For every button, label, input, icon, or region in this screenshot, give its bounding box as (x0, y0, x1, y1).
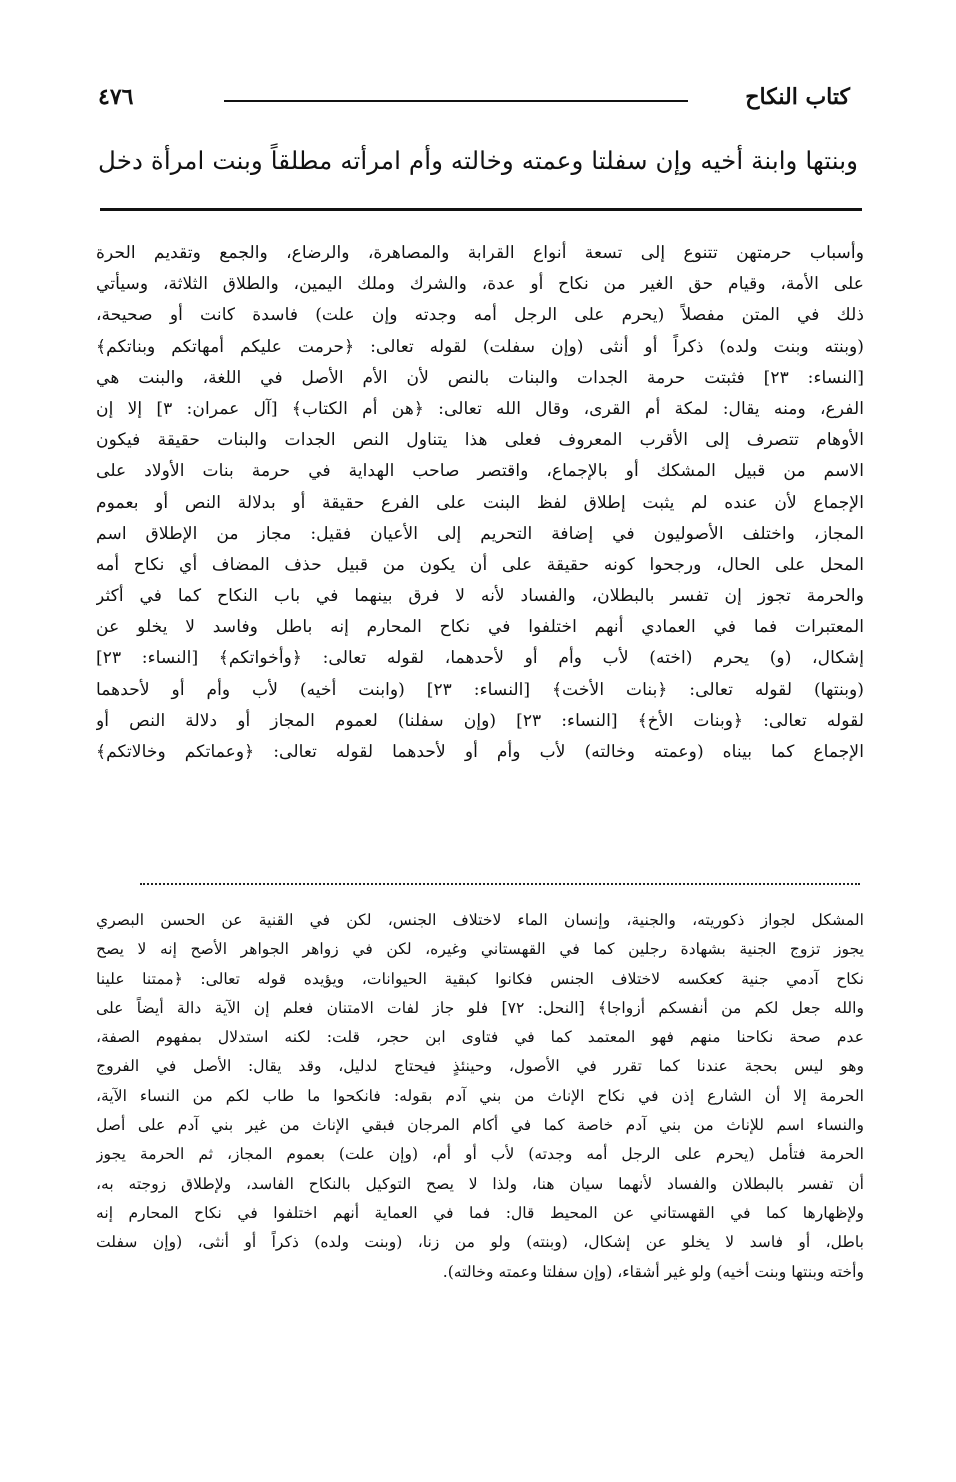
footnote-line: المشكل لجواز ذكوريته، والجنية، وإنسان الماء لاختلاف الجنس، لكن في القنية عن الحسن البصري (96, 911, 864, 929)
page-header (98, 78, 850, 118)
commentary-line: ذلك في المتن مفصلاً (يحرم على الرجل أمه وجدته وإن علت) فاسدة كانت أو صحيحة، (96, 305, 864, 326)
footnote-block (96, 906, 864, 1287)
footnote-line: وأخته وبنتها وبنت أخيه) ولو غير أشقاء، (وإن سفلتا وعمته وخالته). (442, 1262, 864, 1281)
commentary-line: على الأمة، وقيام حق الغير من نكاح أو عدة، والشرك وملك اليمين، والطلاق الثلاثة، وسيأتي (96, 274, 864, 295)
footnote-line: أن تفسر بالبطلان والفساد لأنهما سيان هنا، ولذا لا يصح التوكيل بالنكاح الفاسد، ولإطلاق زوجته به، (96, 1174, 864, 1193)
commentary-line: (وبنتها) لقوله تعالى: ﴿بنات الأخت﴾ [النساء: ٢٣] (وابنت أخيه) لأب وأم أو لأحدهما (96, 679, 864, 700)
commentary-line: الإجماع كما بيناه (وعمته وخالته) لأب وأم أو لأحدهما لقوله تعالى: ﴿وعماتكم وخالاتكم﴾ (96, 742, 864, 762)
commentary-line: والحرمة تجوز إن تفسر بالبطلان، والفساد لأنه لا فرق بينهما في باب النكاح كما في أكثر (96, 586, 864, 607)
footnote-line: ولإظهارها كما في القهستاني عن المحيط قال: فما في العماية أنهم اختلفوا في نكاح المحارم إنه (96, 1203, 864, 1222)
footnote-line: يجوز تزوج الجنية بشهادة رجلين كما في القهستاني وغيره، لكن في زواهر الجواهر الأصح إنه لا يصح (96, 940, 864, 959)
commentary-line: المعتبرات فما في العمادي أنهم اختلفوا في نكاح المحارم إنه باطل وفاسد لا يخلو عن (96, 617, 864, 638)
chapter-title: كتاب النكاح (745, 84, 850, 110)
commentary-line: وأسباب حرمتهن تتنوع إلى تسعة أنواع القرابة والمصاهرة، والرضاع، والجمع وتقديم الحرة (96, 243, 864, 263)
footnote-line: عدم صحة نكاحنا منهم فهو المعتمد كما في فتاوى ابن حجر، قلت: لكنه استدلال بمفهوم الصفة، (96, 1028, 864, 1047)
footnote-line: باطل، أو فاسد لا يخلو عن إشكال، (وبنته) ولو من زنا، (وبنت ولده) ذكراً أو أنثى، (وإن سفلت (96, 1233, 864, 1252)
commentary-line: (وبنته وبنت ولده) ذكراً أو أنثى (وإن سفلت) لقوله تعالى: ﴿حرمت عليكم أمهاتكم وبناتكم﴾ (96, 336, 864, 357)
dotted-separator (140, 883, 860, 885)
footnote-line: الحرمة إلا أن الشارع إذن في نكاح الإناث من بني آدم بقوله: فانكحوا ما طاب لكم من النساء الآية، (96, 1086, 864, 1105)
commentary-line: إشكال، (و) يحرم (اخته) لأب وأم أو لأحدهما، لقوله تعالى: ﴿وأخواتكم﴾ [النساء: ٢٣] (96, 648, 864, 669)
commentary-line: لقوله تعالى: ﴿وبنات الأخ﴾ [النساء: ٢٣] (وإن سفلنا) لعموم المجاز أو دلالة النص أو (96, 710, 864, 731)
matn-text: وبنتها وابنة أخيه وإن سفلتا وعمته وخالته وأم امرأته مطلقاً وبنت امرأة دخل (98, 146, 858, 175)
matn-divider (100, 208, 862, 211)
footnote-line: وهو ليس بحجة عندنا كما تقرر في الأصول، وحينئذٍ فيحتاج لدليل، وقد يقال: الأصل في الفروج (96, 1057, 864, 1076)
header-rule (224, 100, 688, 102)
page-number: ٤٧٦ (98, 84, 134, 110)
footnote-line: الحرمة فتأمل (يحرم على الرجل أمه وجدته) لأب أو أم، (وإن علت) بعموم المجاز، ثم الحرمة يجوز (96, 1145, 864, 1164)
footnote-line: والنساء اسم للإناث من بني آدم خاصة كما في أكام المرجان فبقي الإناث من غير بني آدم على أصل (96, 1116, 864, 1135)
commentary-line: الفرع، ومنه يقال: لمكة أم القرى، وقال الله تعالى: ﴿هن أم الكتاب﴾ [آل عمران: ٣] إلا إن (96, 398, 864, 419)
commentary-line: الأوهام تتصرف إلى الأقرب المعروف فعلى هذا يتناول النص الجدات والبنات حقيقة فيكون (96, 430, 864, 451)
footnote-line: والله جعل لكم من أنفسكم أزواجا﴾ [النحل: ٧٢] فلو جاز لفات الامتنان فعلم إن الآية دالة أيضاً على (96, 998, 864, 1017)
footnote-line: نكاح آدمي جنية كعكسه لاختلاف الجنس فكانوا كبقية الحيوانات، ويؤيده قوله تعالى: ﴿ممتنا علينا (96, 969, 864, 988)
commentary-line: المجاز، واختلف الأصوليون في إضافة التحريم إلى الأعيان فقيل: مجاز من الإطلاق اسم (96, 523, 864, 544)
commentary-line: الإجماع لأن عنده لم يثبت إطلاق لفظ البنت على الفرع حقيقة أو بدلالة النص أو بعموم (96, 492, 864, 513)
commentary-line: [النساء: ٢٣] فثبتت حرمة الجدات والبنات بالنص لأن الأم الأصل في اللغة، والبنت هي (96, 367, 864, 388)
commentary-line: الاسم من قبيل المشكك أو بالإجماع، واقتصر صاحب الهداية في حرمة بنات الأولاد على (96, 461, 864, 482)
commentary-block (96, 238, 864, 768)
commentary-line: المحل على الحال، ورجحوا كونه حقيقة على أن يكون من قبيل حذف المضاف أي نكاح أمه (96, 554, 864, 575)
